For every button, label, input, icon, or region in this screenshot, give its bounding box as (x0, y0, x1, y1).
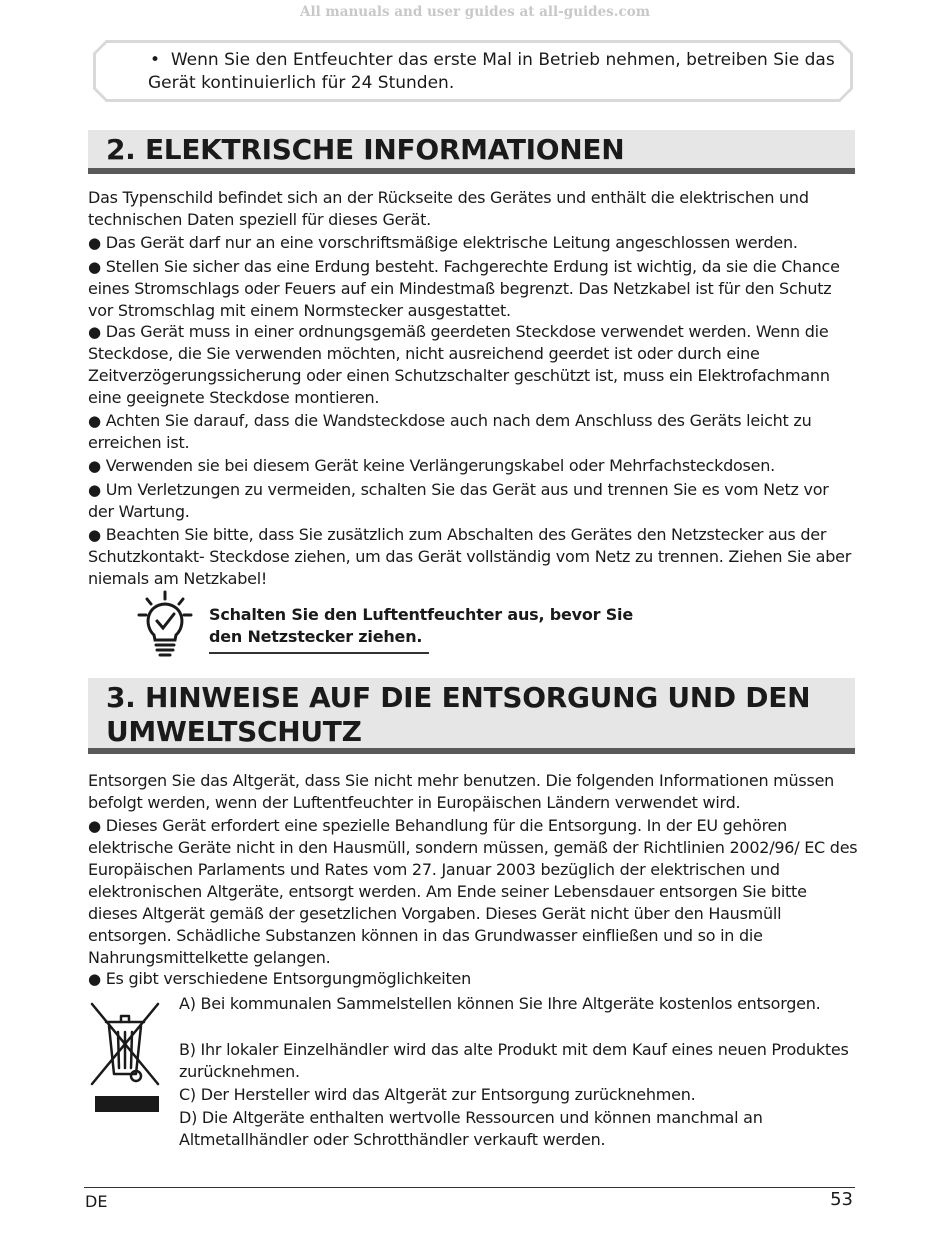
item-text: Stellen Sie sicher das eine Erdung besteht. Fachgerechte Erdung ist wichtig, da sie die Chance eines Stromschlags oder Feuers auf ein Mindestmaß begrenzt. Das Netzkabel ist für den Schutz vor Stromschlag mit einem Normstecker ausgestattet. (88, 257, 840, 320)
section-3-title-line-1: 3. HINWEISE AUF DIE ENTSORGUNG UND DEN (106, 681, 811, 714)
section-2-item-7 (88, 524, 858, 590)
item-text: Das Gerät darf nur an eine vorschriftsmäßige elektrische Leitung angeschlossen werden. (105, 233, 798, 252)
item-text: Beachten Sie bitte, dass Sie zusätzlich zum Abschalten des Gerätes den Netzstecker aus der Schutzkontakt- Steckdose ziehen, um das Gerät vollständig vom Netz zu trennen. Ziehen Sie aber niemals am Netzkabel! (88, 525, 852, 588)
section-2-item-5 (88, 455, 858, 477)
tip-line-1: Schalten Sie den Luftentfeuchter aus, bevor Sie (209, 605, 633, 624)
footer-language: DE (85, 1192, 108, 1211)
bullet: ● (88, 817, 101, 835)
item-text: Es gibt verschiedene Entsorgungmöglichkeiten (105, 969, 471, 988)
section-3-item-1 (88, 815, 858, 969)
bullet: ● (88, 457, 101, 475)
section-3-heading (88, 678, 855, 754)
tip-underline (209, 652, 429, 654)
item-text: Um Verletzungen zu vermeiden, schalten Sie das Gerät aus und trennen Sie es vom Netz vor der Wartung. (88, 480, 829, 521)
item-text: Dieses Gerät erfordert eine spezielle Behandlung für die Entsorgung. In der EU gehören elektrische Geräte nicht in den Hausmüll, sondern müssen, gemäß der Richtlinien 2002/96/ EC des Europäischen Parlaments und Rates vom 27. Januar 2003 bezüglich der elektrischen und elektronischen Altgeräte, entsorgt werden. Am Ende seiner Lebensdauer entsorgen Sie bitte dieses Altgerät gemäß der gesetzlichen Vorgaben. Dieses Gerät nicht über den Hausmüll entsorgen. Schädliche Substanzen können in das Grundwasser einfließen und so in die Nahrungsmittelkette gelangen. (88, 816, 858, 967)
section-2-item-6 (88, 479, 858, 523)
section-3-title-line-2: UMWELTSCHUTZ (106, 715, 362, 748)
item-text: Achten Sie darauf, dass die Wandsteckdose auch nach dem Anschluss des Geräts leicht zu erreichen ist. (88, 411, 812, 452)
bullet: ● (88, 258, 101, 276)
section-2-item-1 (88, 232, 858, 254)
lightbulb-tip-icon (136, 590, 194, 660)
section-2-heading (88, 130, 855, 174)
bullet: ● (88, 481, 101, 499)
note-bullet: • (150, 50, 161, 70)
section-3-item-2 (88, 968, 858, 990)
bullet: ● (88, 412, 101, 430)
item-text: Das Gerät muss in einer ordnungsgemäß geerdeten Steckdose verwendet werden. Wenn die Steckdose, die Sie verwenden möchten, nicht ausreichend geerdet ist oder durch eine Zeitverzögerungssicherung oder einen Schutzschalter geschützt ist, muss ein Elektrofachmann eine geeignete Steckdose montieren. (88, 322, 830, 407)
disposal-option-d: D) Die Altgeräte enthalten wertvolle Ressourcen und können manchmal an Altmetallhändler oder Schrotthändler verkauft werden. (179, 1108, 763, 1149)
footer-rule (84, 1187, 855, 1188)
bullet: ● (88, 970, 101, 988)
section-2-item-4 (88, 410, 858, 454)
weee-crossed-bin-icon (88, 1000, 164, 1116)
section-3-intro: Entsorgen Sie das Altgerät, dass Sie nicht mehr benutzen. Die folgenden Informationen müssen befolgt werden, wenn der Luftentfeuchter in Europäischen Ländern verwendet wird. (88, 771, 835, 812)
section-3-title (88, 678, 855, 749)
bullet: ● (88, 526, 101, 544)
watermark: All manuals and user guides at all-guides.com (299, 4, 650, 20)
item-text: Verwenden sie bei diesem Gerät keine Verlängerungskabel oder Mehrfachsteckdosen. (105, 456, 775, 475)
note-text (148, 49, 838, 95)
page-number: 53 (830, 1189, 853, 1210)
section-2-item-3 (88, 321, 858, 409)
bullet: ● (88, 234, 101, 252)
disposal-option-a: A) Bei kommunalen Sammelstellen können Sie Ihre Altgeräte kostenlos entsorgen. (179, 994, 821, 1013)
section-2-title: 2. ELEKTRISCHE INFORMATIONEN (106, 133, 625, 166)
tip-line-2: den Netzstecker ziehen. (209, 627, 423, 646)
disposal-option-b: B) Ihr lokaler Einzelhändler wird das alte Produkt mit dem Kauf eines neuen Produktes zurücknehmen. (179, 1040, 849, 1081)
note-body: Wenn Sie den Entfeuchter das erste Mal in Betrieb nehmen, betreiben Sie das Gerät kontinuierlich für 24 Stunden. (148, 50, 835, 93)
bullet: ● (88, 323, 101, 341)
disposal-option-c: C) Der Hersteller wird das Altgerät zur Entsorgung zurücknehmen. (179, 1085, 696, 1104)
section-2-item-2 (88, 256, 858, 322)
section-2-intro: Das Typenschild befindet sich an der Rückseite des Gerätes und enthält die elektrischen und technischen Daten speziell für dieses Gerät. (88, 188, 809, 229)
tip-text (209, 604, 669, 648)
